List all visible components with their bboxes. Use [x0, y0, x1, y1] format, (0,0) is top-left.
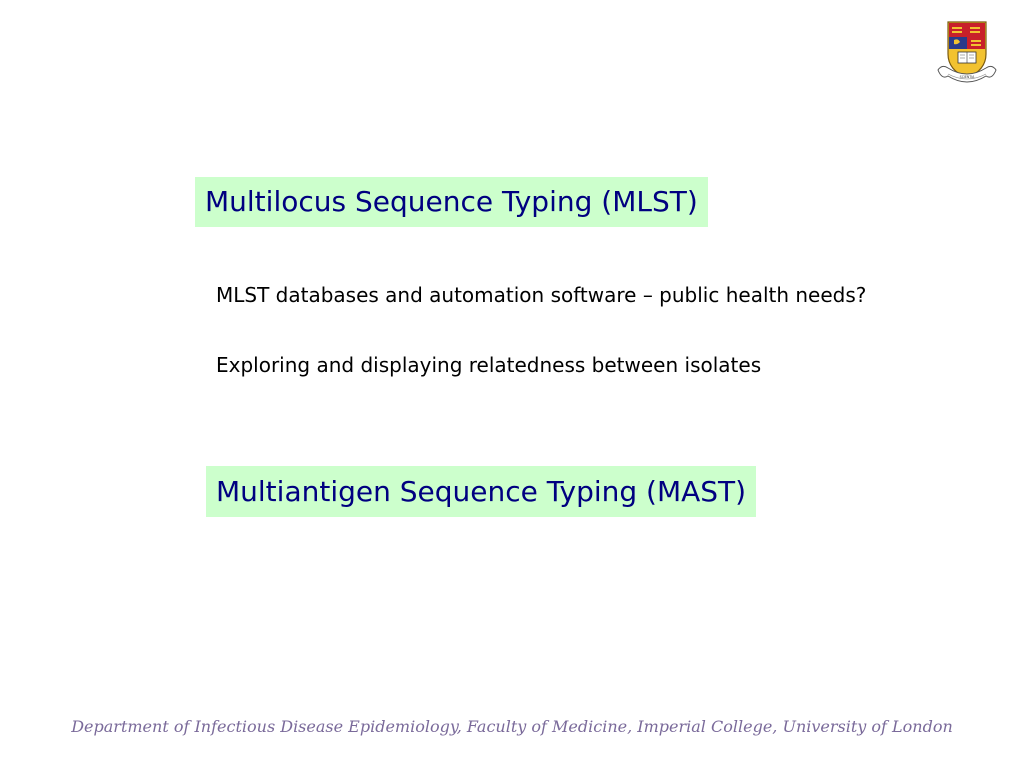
footer-text: Department of Infectious Disease Epidemiology, Faculty of Medicine, Imperial College, University of London [71, 717, 953, 736]
heading-mast [206, 466, 756, 517]
crest-motto: SCIENTIA [959, 75, 975, 79]
imperial-college-crest-icon [934, 18, 1000, 88]
bullet-item: MLST databases and automation software – public health needs? [216, 283, 867, 307]
heading-mlst [195, 177, 708, 227]
heading-mast-text: Multiantigen Sequence Typing (MAST) [216, 474, 747, 508]
bullet-item: Exploring and displaying relatedness between isolates [216, 353, 762, 377]
heading-mlst-text: Multilocus Sequence Typing (MLST) [205, 185, 698, 218]
